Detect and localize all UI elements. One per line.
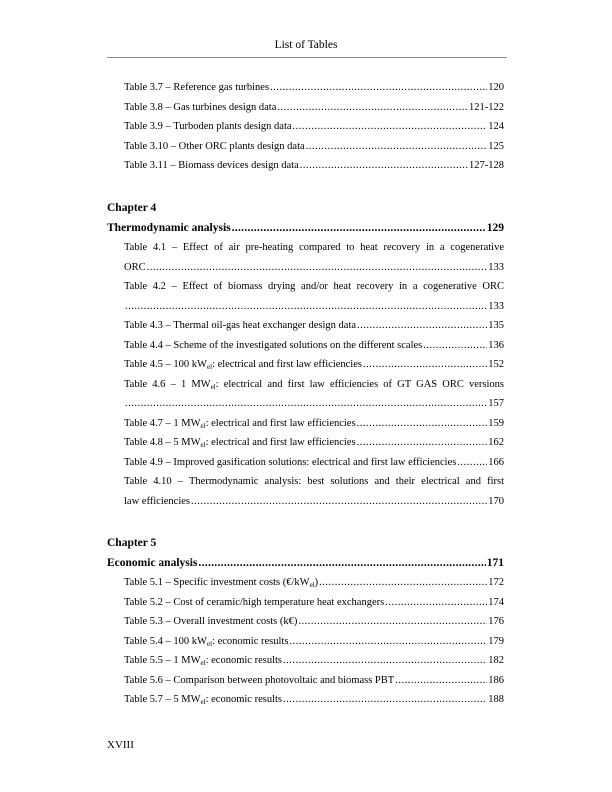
page-number: 170 <box>488 495 504 507</box>
page-number: 135 <box>488 320 504 331</box>
page-number: 152 <box>488 359 504 370</box>
toc-entry-table-5-2[interactable]: Table 5.2 – Cost of ceramic/high temperature heat exchangers ..... 174 <box>107 593 504 613</box>
toc-entry-table-3-9[interactable]: Table 3.9 – Turboden plants design data ..... 124 <box>107 117 504 137</box>
toc-entry-table-4-3[interactable]: Table 4.3 – Thermal oil-gas heat exchanger design data ..... 135 <box>107 316 504 336</box>
page-number: 171 <box>486 557 504 569</box>
page-number: 129 <box>486 222 504 234</box>
toc-entry-table-4-2[interactable]: Table 4.2 – Effect of biomass drying and/or heat recovery in a cogenerative ORC ..... 133 <box>107 277 504 316</box>
page-number: 124 <box>488 121 504 132</box>
toc-section-economic-analysis[interactable]: Economic analysis ..... 171 <box>107 553 504 573</box>
toc-entry-table-4-8[interactable]: Table 4.8 – 5 $MW_{el}$: electrical and first law efficiencies ..... 162 <box>107 433 504 453</box>
page-number: 125 <box>488 140 504 152</box>
toc-entry-table-3-8[interactable]: Table 3.8 – Gas turbines design data ..... 121-122 <box>107 98 504 118</box>
toc-entry-table-4-7[interactable]: Table 4.7 – 1 $MW_{el}$: electrical and first law efficiencies ..... 159 <box>107 414 504 434</box>
page-number: 121-122 <box>469 101 504 113</box>
toc-entry-table-3-11[interactable]: Table 3.11 – Biomass devices design data ..... 127-128 <box>107 156 504 176</box>
page-number: 159 <box>488 417 504 429</box>
toc-entry-table-4-6[interactable]: Table 4.6 – 1 $MW_{el}$: electrical and first law efficiencies of GT GAS ORC versions ..... 157 <box>107 375 504 414</box>
header-rule <box>107 57 507 58</box>
toc-entry-table-4-10[interactable]: Table 4.10 – Thermodynamic analysis: best solutions and their electrical and first law efficiencies ..... 170 <box>107 472 504 511</box>
page-number: 157 <box>488 398 504 409</box>
toc-entry-table-5-7[interactable]: Table 5.7 – 5 $MW_{el}$: economic results ..... 188 <box>107 690 504 710</box>
chapter-heading: Chapter 4 <box>107 202 157 214</box>
page-number: 136 <box>488 339 504 351</box>
page-number: 166 <box>488 456 504 468</box>
page-number: 120 <box>488 82 504 93</box>
toc-entry-table-4-1[interactable]: Table 4.1 – Effect of air pre-heating compared to heat recovery in a cogenerative ORC ..... 133 <box>107 238 504 277</box>
page-number: 162 <box>488 437 504 448</box>
footer-page-number: XVIII <box>107 739 134 751</box>
toc-entry-table-5-1[interactable]: Table 5.1 – Specific investment costs $(€/kW_{el})$ ..... 172 <box>107 573 504 593</box>
page-number: 176 <box>488 616 504 627</box>
toc-entry-table-4-5[interactable]: Table 4.5 – 100 $kW_{el}$: electrical and first law efficiencies ..... 152 <box>107 355 504 375</box>
page-number: 179 <box>488 635 504 647</box>
chapter5-block <box>107 533 504 710</box>
toc-entry-table-5-4[interactable]: Table 5.4 – 100 $kW_{el}$: economic results ..... 179 <box>107 632 504 652</box>
chapter3-continuation <box>107 78 504 176</box>
page-number: 172 <box>488 577 504 588</box>
toc-entry-table-3-7[interactable]: Table 3.7 – Reference gas turbines ..... 120 <box>107 78 504 98</box>
chapter4-block <box>107 198 504 511</box>
running-header: List of Tables <box>274 39 338 51</box>
toc-entry-table-5-3[interactable]: Table 5.3 – Overall investment costs (k€) ..... 176 <box>107 612 504 632</box>
toc-entry-table-3-10[interactable]: Table 3.10 – Other ORC plants design data ..... 125 <box>107 137 504 157</box>
toc-entry-table-5-6[interactable]: Table 5.6 – Comparison between photovoltaic and biomass PBT ..... 186 <box>107 671 504 691</box>
page-number: 174 <box>488 596 504 608</box>
page-number: 182 <box>488 655 504 666</box>
page-number: 133 <box>488 261 504 273</box>
page-number: 186 <box>488 674 504 686</box>
chapter-heading: Chapter 5 <box>107 537 157 549</box>
page-number: 133 <box>488 300 504 312</box>
toc-entry-table-4-9[interactable]: Table 4.9 – Improved gasification solutions: electrical and first law efficiencies ..... 166 <box>107 453 504 473</box>
toc-entry-table-4-4[interactable]: Table 4.4 – Scheme of the investigated solutions on the different scales ..... 136 <box>107 336 504 356</box>
toc-section-thermodynamic-analysis[interactable]: Thermodynamic analysis ..... 129 <box>107 218 504 238</box>
page-number: 127-128 <box>469 160 504 171</box>
page-number: 188 <box>488 694 504 705</box>
toc-entry-table-5-5[interactable]: Table 5.5 – 1 $MW_{el}$: economic results ..... 182 <box>107 651 504 671</box>
